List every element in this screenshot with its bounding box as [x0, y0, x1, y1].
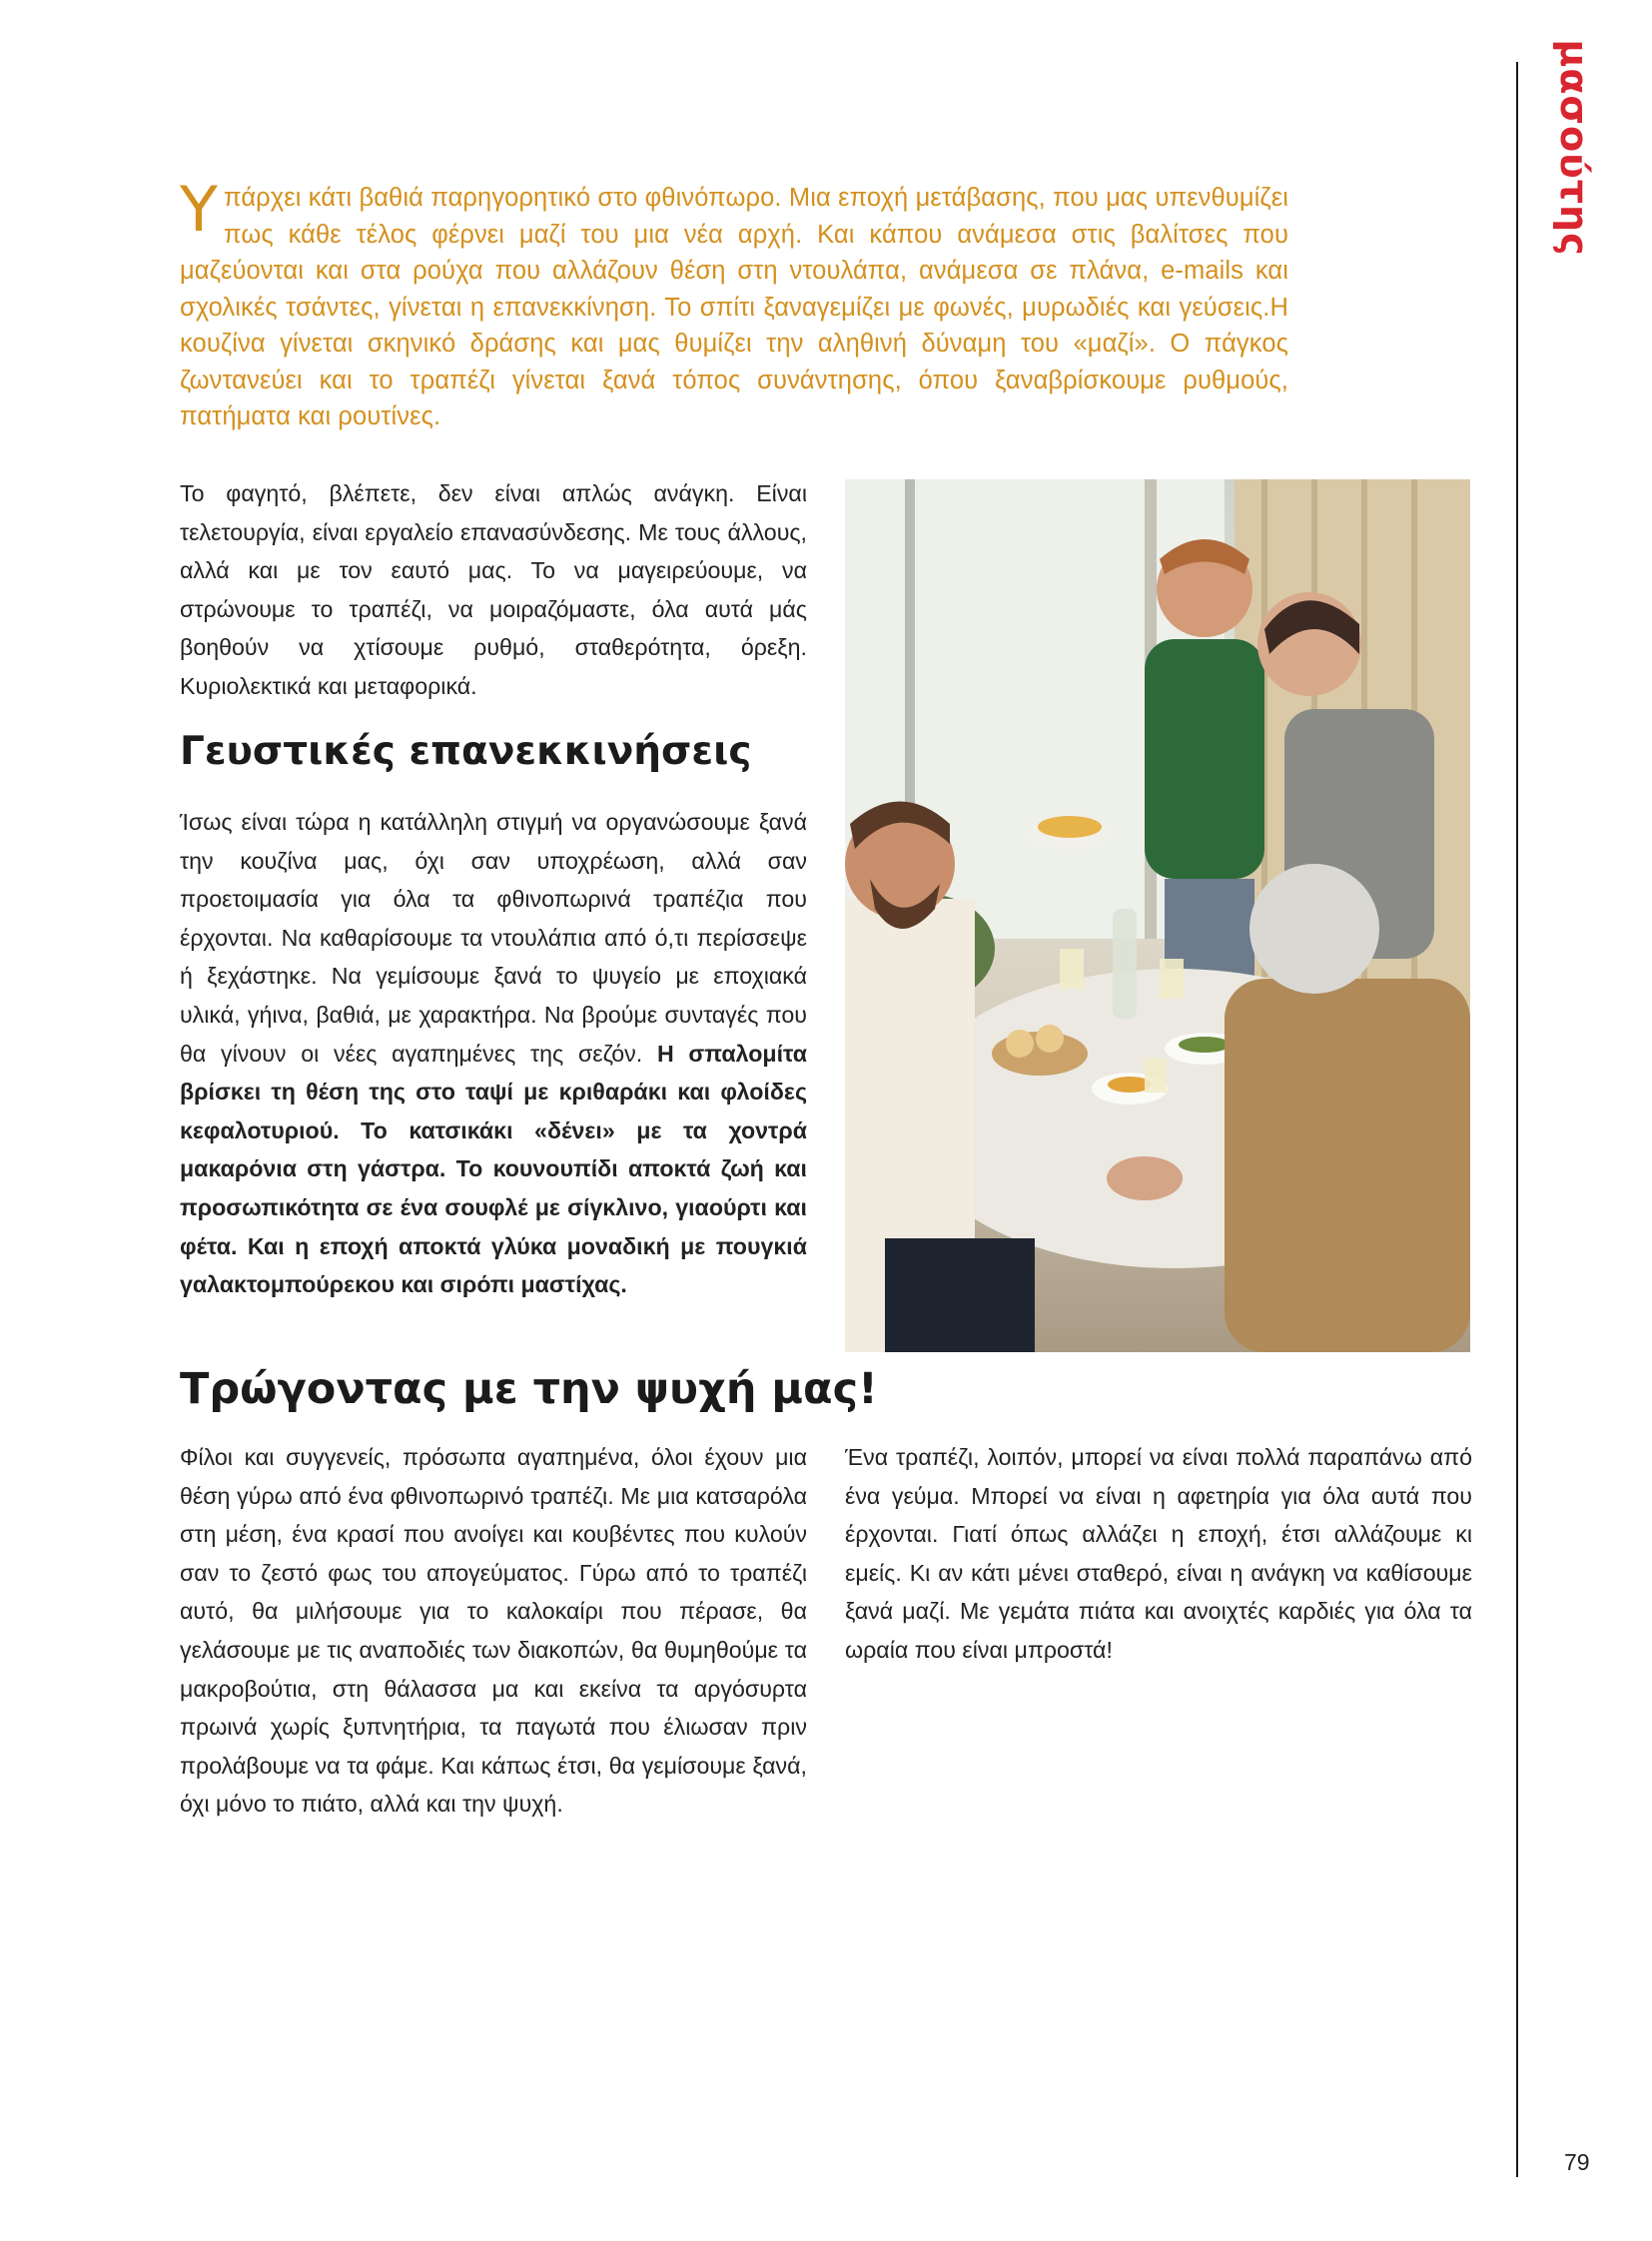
drop-cap: Υ	[180, 173, 218, 246]
bread-roll	[1006, 1030, 1034, 1058]
older-man-jacket	[1225, 979, 1470, 1352]
wine-bottle	[1113, 909, 1137, 1019]
seated-man-trousers	[885, 1238, 1035, 1352]
body-paragraph-4	[845, 1438, 1472, 1670]
intro-paragraph	[180, 173, 1288, 435]
photo-illustration	[845, 479, 1470, 1352]
intro-text: πάρχει κάτι βαθιά παρηγορητικό στο φθινόπωρο. Μια εποχή μετάβασης, που μας υπενθυμίζει πως κάθε τέλος φέρνει μαζί του μια νέα αρχή. Και κάπου ανάμεσα στις βαλίτσες που μαζεύονται και στα ρούχα που αλλάζουν θέση στη ντουλάπα, ανάμεσα σε πλάνα, e-mails και σχολικές τσάντες, γίνεται η επανεκκίνηση. Το σπίτι ξαναγεμίζει με φωνές, μυρωδιές και γεύσεις.Η κουζίνα γίνεται σκηνικό δράσης και μας θυμίζει την αληθινή δύναμη του «μαζί». Ο πάγκος ζωντανεύει και το τραπέζι γίνεται ξανά τόπος συνάντησης, όπου ξαναβρίσκουμε ρυθμούς, πατήματα και ρουτίνες.	[180, 184, 1288, 430]
bread-roll	[1036, 1025, 1064, 1053]
paragraph-1-text: Το φαγητό, βλέπετε, δεν είναι απλώς ανάγκη. Είναι τελετουργία, είναι εργαλείο επανασύνδεσης. Με τους άλλους, αλλά και με τον εαυτό μας. Το να μαγειρεύουμε, να στρώνουμε το τραπέζι, να μοιραζόμαστε, όλα αυτά μάς βοηθούν να χτίσουμε ρυθμό, σταθερότητα, όρεξη. Κυριολεκτικά και μεταφορικά.	[180, 480, 807, 699]
paragraph-2-text: Ίσως είναι τώρα η κατάλληλη στιγμή να οργανώσουμε ξανά την κουζίνα μας, όχι σαν υποχρέωση, αλλά σαν προετοιμασία για όλα τα φθινοπωρινά τραπέζια που έρχονται. Να καθαρίσουμε τα ντουλάπια από ό,τι περίσσεψε ή ξεχάστηκε. Να γεμίσουμε ξανά το ψυγείο με εποχιακά υλικά, γήινα, βαθιά, με χαρακτήρα. Να βρούμε συνταγές που θα γίνουν οι νέες αγαπημένες της σεζόν.	[180, 809, 807, 1067]
brand-logo: μασούτης	[1552, 39, 1596, 257]
holding-hands	[1107, 1156, 1183, 1200]
heading-trogontas: Τρώγοντας με την ψυχή μας!	[180, 1364, 878, 1414]
paragraph-4-text: Ένα τραπέζι, λοιπόν, μπορεί να είναι πολλά παραπάνω από ένα γεύμα. Μπορεί να είναι η αφετηρία για όλα αυτά που έρχονται. Γιατί όπως αλλάζει η εποχή, έτσι αλλάζουμε κι εμείς. Κι αν κάτι μένει σταθερό, είναι η ανάγκη να καθίσουμε ξανά μαζί. Με γεμάτα πιάτα και ανοιχτές καρδιές για όλα τα ωραία που είναι μπροστά!	[845, 1444, 1472, 1663]
paragraph-3-text: Φίλοι και συγγενείς, πρόσωπα αγαπημένα, όλοι έχουν μια θέση γύρω από ένα φθινοπωρινό τραπέζι. Με μια κατσαρόλα στη μέση, ένα κρασί που ανοίγει και κουβέντες που κυλούν σαν το ζεστό φως του απογεύματος. Γύρω από το τραπέζι αυτό, θα μιλήσουμε για το καλοκαίρι που πέρασε, θα γελάσουμε με τις αναποδιές των διακοπών, θα θυμηθούμε τα μακροβούτια, στη θάλασσα μα και εκείνα τα αργόσυρτα πρωινά χωρίς ξυπνητήρια, τα παγωτά που έλιωσαν πριν προλάβουμε να τα φάμε. Και κάπως έτσι, θα γεμίσουμε ξανά, όχι μόνο το πιάτο, αλλά και την ψυχή.	[180, 1444, 807, 1818]
wine-glass	[1160, 959, 1184, 999]
body-paragraph-3	[180, 1438, 807, 1824]
heading-gefstikes: Γευστικές επανεκκινήσεις	[180, 729, 752, 774]
pasta	[1038, 816, 1102, 838]
body-paragraph-1	[180, 474, 807, 706]
man-green-shirt	[1145, 639, 1264, 879]
older-man-head	[1249, 864, 1379, 994]
wine-glass	[1060, 949, 1084, 989]
family-dinner-photo	[845, 479, 1470, 1352]
wine-glass	[1145, 1059, 1167, 1093]
salad	[1179, 1037, 1231, 1053]
paragraph-2-bold: Η σπαλομίτα βρίσκει τη θέση της στο ταψί με κριθαράκι και φλοίδες κεφαλοτυριού. Το κατσικάκι «δένει» με τα χοντρά μακαρόνια στη γάστρα. Το κουνουπίδι αποκτά ζωή και προσωπικότητα σε ένα σουφλέ με σίγκλινο, γιαούρτι και φέτα. Και η εποχή αποκτά γλύκα μοναδική με πουγκιά γαλακτομπούρεκου και σιρόπι μαστίχας.	[180, 1040, 807, 1298]
page-number: 79	[1564, 2149, 1590, 2175]
body-paragraph-2	[180, 803, 807, 1304]
vertical-divider	[1516, 62, 1518, 2177]
